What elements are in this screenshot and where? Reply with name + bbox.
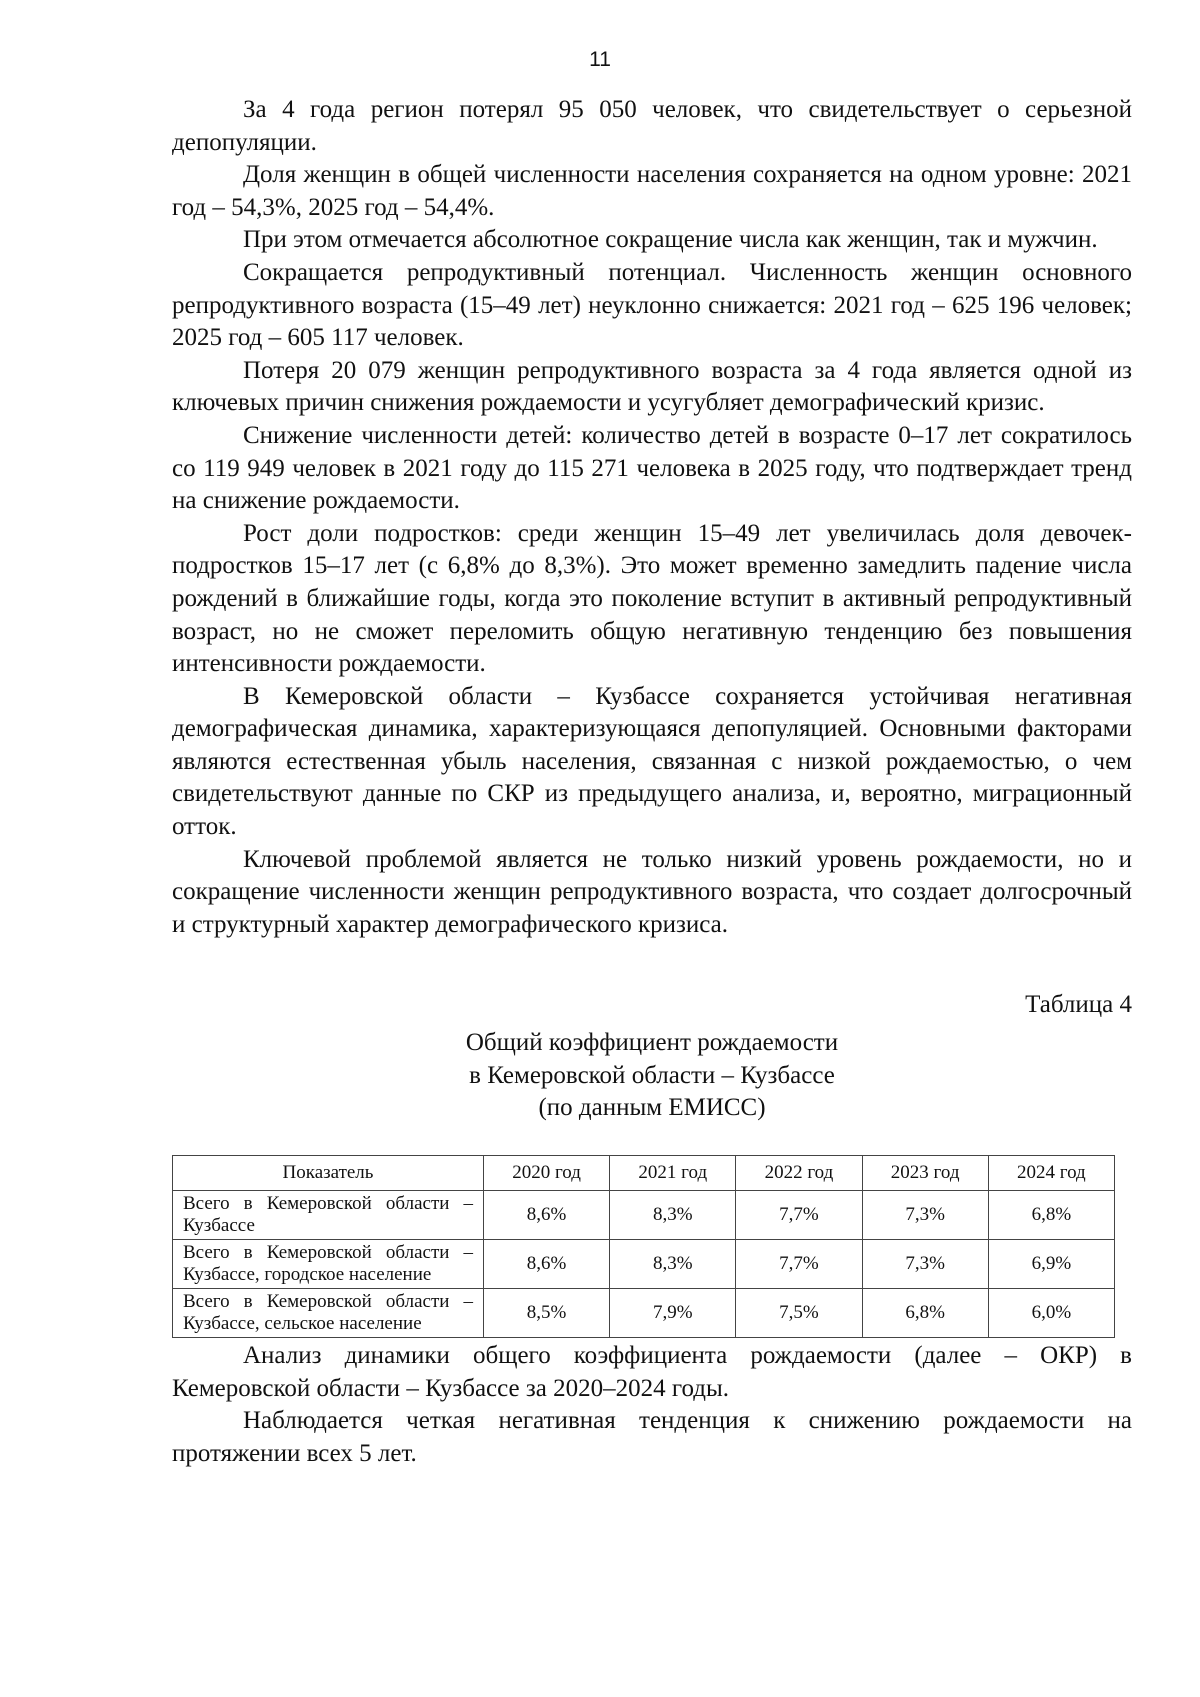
paragraph: Анализ динамики общего коэффициента рождаемости (далее – ОКР) в Кемеровской области – Кузбассе за 2020–2024 годы.: [172, 1341, 1132, 1402]
table-cell: 8,6%: [484, 1239, 610, 1288]
table-title-line: Общий коэффициент рождаемости: [465, 1029, 839, 1057]
page-number: 11: [589, 48, 611, 71]
table-header-row: [173, 1155, 1115, 1190]
column-header: 2022 год: [736, 1155, 862, 1190]
table-row: [173, 1288, 1115, 1337]
table-title-line: (по данным ЕМИСС): [538, 1094, 766, 1122]
paragraph: Рост доли подростков: среди женщин 15–49 лет увеличилась доля девочек-подростков 15–17 лет (с 6,8% до 8,3%). Это может временно замедлить падение числа рождений в ближайшие годы, когда это поколение вступит в активный репродуктивный возраст, но не сможет переломить общую негативную тенденцию без повышения интенсивности рождаемости.: [172, 519, 1132, 678]
table-title: [172, 1027, 1132, 1125]
document-body: [172, 94, 1132, 1470]
paragraph: Снижение численности детей: количество детей в возрасте 0–17 лет сократилось со 119 949 человек в 2021 году до 115 271 человека в 2025 году, что подтверждает тренд на снижение рождаемости.: [172, 421, 1132, 515]
table-cell: 7,3%: [862, 1190, 988, 1239]
row-label: Всего в Кемеровской области – Кузбассе, сельское население: [173, 1288, 484, 1337]
table-cell: 7,7%: [736, 1239, 862, 1288]
table-cell: 7,7%: [736, 1190, 862, 1239]
paragraph: Доля женщин в общей численности населения сохраняется на одном уровне: 2021 год – 54,3%, 2025 год – 54,4%.: [172, 161, 1132, 221]
table-cell: 6,8%: [862, 1288, 988, 1337]
column-header: 2021 год: [610, 1155, 736, 1190]
column-header: 2020 год: [484, 1155, 610, 1190]
column-header: 2023 год: [862, 1155, 988, 1190]
table-cell: 8,3%: [610, 1190, 736, 1239]
table-cell: 8,5%: [484, 1288, 610, 1337]
table-title-line: в Кемеровской области – Кузбассе: [469, 1061, 835, 1089]
paragraph: Наблюдается четкая негативная тенденция к снижению рождаемости на протяжении всех 5 лет.: [172, 1407, 1132, 1467]
column-header: Показатель: [173, 1155, 484, 1190]
table-cell: 7,9%: [610, 1288, 736, 1337]
table-row: [173, 1239, 1115, 1288]
column-header: 2024 год: [988, 1155, 1114, 1190]
table-cell: 7,5%: [736, 1288, 862, 1337]
table-cell: 8,3%: [610, 1239, 736, 1288]
table-cell: 6,8%: [988, 1190, 1114, 1239]
table-cell: 8,6%: [484, 1190, 610, 1239]
birth-rate-table: [172, 1155, 1115, 1338]
row-label: Всего в Кемеровской области – Кузбассе, городское население: [173, 1239, 484, 1288]
row-label: Всего в Кемеровской области –Кузбассе: [173, 1190, 484, 1239]
paragraph: За 4 года регион потерял 95 050 человек, что свидетельствует о серьезной депопуляции.: [172, 96, 1132, 156]
paragraph: Потеря 20 079 женщин репродуктивного возраста за 4 года является одной из ключевых причин снижения рождаемости и усугубляет демографический кризис.: [172, 356, 1132, 417]
paragraph: При этом отмечается абсолютное сокращение числа как женщин, так и мужчин.: [243, 226, 1098, 254]
table-cell: 6,9%: [988, 1239, 1114, 1288]
paragraph: В Кемеровской области – Кузбассе сохраняется устойчивая негативная демографическая динамика, характеризующаяся депопуляцией. Основными факторами являются естественная убыль населения, связанная с низкой рождаемостью, о чем свидетельствуют данные по СКР из предыдущего анализа, и, вероятно, миграционный отток.: [172, 682, 1132, 841]
table-label: Таблица 4: [1025, 991, 1132, 1019]
paragraph: Ключевой проблемой является не только низкий уровень рождаемости, но и сокращение численности женщин репродуктивного возраста, что создает долгосрочный и структурный характер демографического кризиса.: [172, 845, 1132, 938]
table-cell: 6,0%: [988, 1288, 1114, 1337]
paragraph: Сокращается репродуктивный потенциал. Численность женщин основного репродуктивного возраста (15–49 лет) неуклонно снижается: 2021 год – 625 196 человек; 2025 год – 605 117 человек.: [172, 258, 1132, 352]
table-cell: 7,3%: [862, 1239, 988, 1288]
table-row: [173, 1190, 1115, 1239]
